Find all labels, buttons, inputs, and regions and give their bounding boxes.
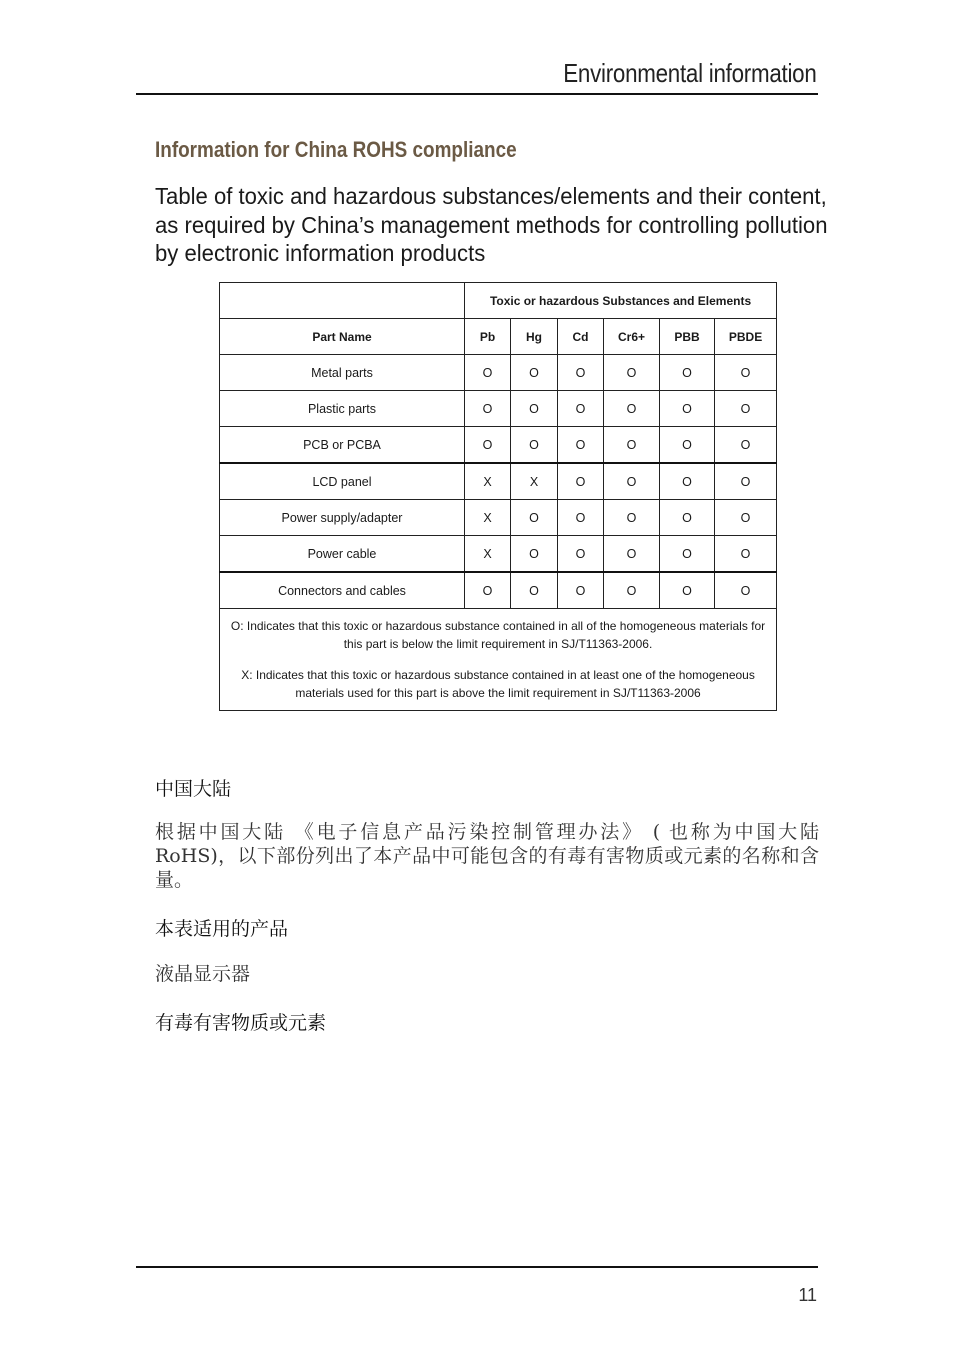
value-cell: O — [558, 500, 604, 536]
value-cell: O — [511, 355, 558, 391]
table-row — [220, 463, 777, 500]
value-cell: X — [465, 500, 511, 536]
substances-heading: 有毒有害物质或元素 — [155, 1012, 327, 1034]
column-header-pbde: PBDE — [715, 319, 777, 355]
value-cell: O — [604, 427, 660, 464]
part-name-cell: PCB or PCBA — [220, 427, 465, 464]
value-cell: O — [511, 572, 558, 609]
value-cell: O — [465, 391, 511, 427]
value-cell: O — [465, 572, 511, 609]
section-heading: Information for China ROHS compliance — [155, 137, 517, 162]
value-cell: O — [511, 427, 558, 464]
table-notes — [220, 609, 777, 711]
value-cell: O — [715, 355, 777, 391]
value-cell: O — [558, 355, 604, 391]
part-name-cell: LCD panel — [220, 463, 465, 500]
value-cell: O — [604, 536, 660, 573]
value-cell: O — [604, 572, 660, 609]
column-header-cd: Cd — [558, 319, 604, 355]
value-cell: O — [660, 500, 715, 536]
intro-line: Table of toxic and hazardous substances/elements and their content, — [155, 183, 827, 209]
column-header-hg: Hg — [511, 319, 558, 355]
products-heading: 本表适用的产品 — [155, 918, 289, 940]
column-header-pb: Pb — [465, 319, 511, 355]
table-row — [220, 391, 777, 427]
table-row — [220, 572, 777, 609]
value-cell: O — [660, 536, 715, 573]
china-body: 根据中国大陆 《电子信息产品污染控制管理办法》 ( 也称为中国大陆 RoHS)，以下部份列出了本产品中可能包含的有毒有害物质或元素的名称和含量。 — [155, 821, 819, 891]
note-o: O: Indicates that this toxic or hazardous substance contained in all of the homogeneous materials for this part is below the limit requirement in SJ/T11363-2006. — [230, 619, 766, 651]
value-cell: O — [558, 427, 604, 464]
column-header-cr6: Cr6+ — [604, 319, 660, 355]
value-cell: X — [465, 463, 511, 500]
table-row — [220, 500, 777, 536]
header-rule — [136, 93, 818, 95]
table-corner-cell — [220, 283, 465, 319]
products-body: 液晶显示器 — [155, 963, 251, 985]
value-cell: O — [715, 572, 777, 609]
table-row — [220, 536, 777, 573]
value-cell: O — [604, 500, 660, 536]
substances-group-header: Toxic or hazardous Substances and Elements — [465, 283, 777, 319]
value-cell: O — [715, 391, 777, 427]
value-cell: O — [604, 463, 660, 500]
value-cell: O — [715, 500, 777, 536]
value-cell: X — [511, 463, 558, 500]
value-cell: O — [715, 427, 777, 464]
value-cell: O — [604, 391, 660, 427]
china-heading: 中国大陆 — [155, 778, 232, 800]
value-cell: X — [465, 536, 511, 573]
part-name-cell: Connectors and cables — [220, 572, 465, 609]
footer-rule — [136, 1266, 818, 1268]
table-row — [220, 355, 777, 391]
intro-line: by electronic information products — [155, 240, 486, 266]
value-cell: O — [660, 463, 715, 500]
value-cell: O — [511, 536, 558, 573]
part-name-cell: Power cable — [220, 536, 465, 573]
value-cell: O — [558, 572, 604, 609]
running-header: Environmental information — [563, 58, 817, 88]
value-cell: O — [465, 355, 511, 391]
value-cell: O — [660, 355, 715, 391]
value-cell: O — [660, 427, 715, 464]
note-x: X: Indicates that this toxic or hazardous substance contained in at least one of the homogeneous materials used for this part is above the limit requirement in SJ/T11363-2006 — [241, 668, 755, 700]
value-cell: O — [558, 391, 604, 427]
part-name-header: Part Name — [220, 319, 465, 355]
table-row — [220, 427, 777, 464]
value-cell: O — [511, 391, 558, 427]
part-name-cell: Power supply/adapter — [220, 500, 465, 536]
part-name-cell: Metal parts — [220, 355, 465, 391]
intro-paragraph — [155, 182, 828, 268]
intro-line: as required by China’s management methods for controlling pollution — [155, 211, 828, 238]
column-header-pbb: PBB — [660, 319, 715, 355]
value-cell: O — [558, 463, 604, 500]
value-cell: O — [715, 536, 777, 573]
value-cell: O — [660, 391, 715, 427]
value-cell: O — [660, 572, 715, 609]
value-cell: O — [511, 500, 558, 536]
value-cell: O — [558, 536, 604, 573]
value-cell: O — [465, 427, 511, 464]
value-cell: O — [715, 463, 777, 500]
part-name-cell: Plastic parts — [220, 391, 465, 427]
value-cell: O — [604, 355, 660, 391]
rohs-substance-table — [219, 282, 777, 711]
page-number: 11 — [798, 1285, 817, 1305]
